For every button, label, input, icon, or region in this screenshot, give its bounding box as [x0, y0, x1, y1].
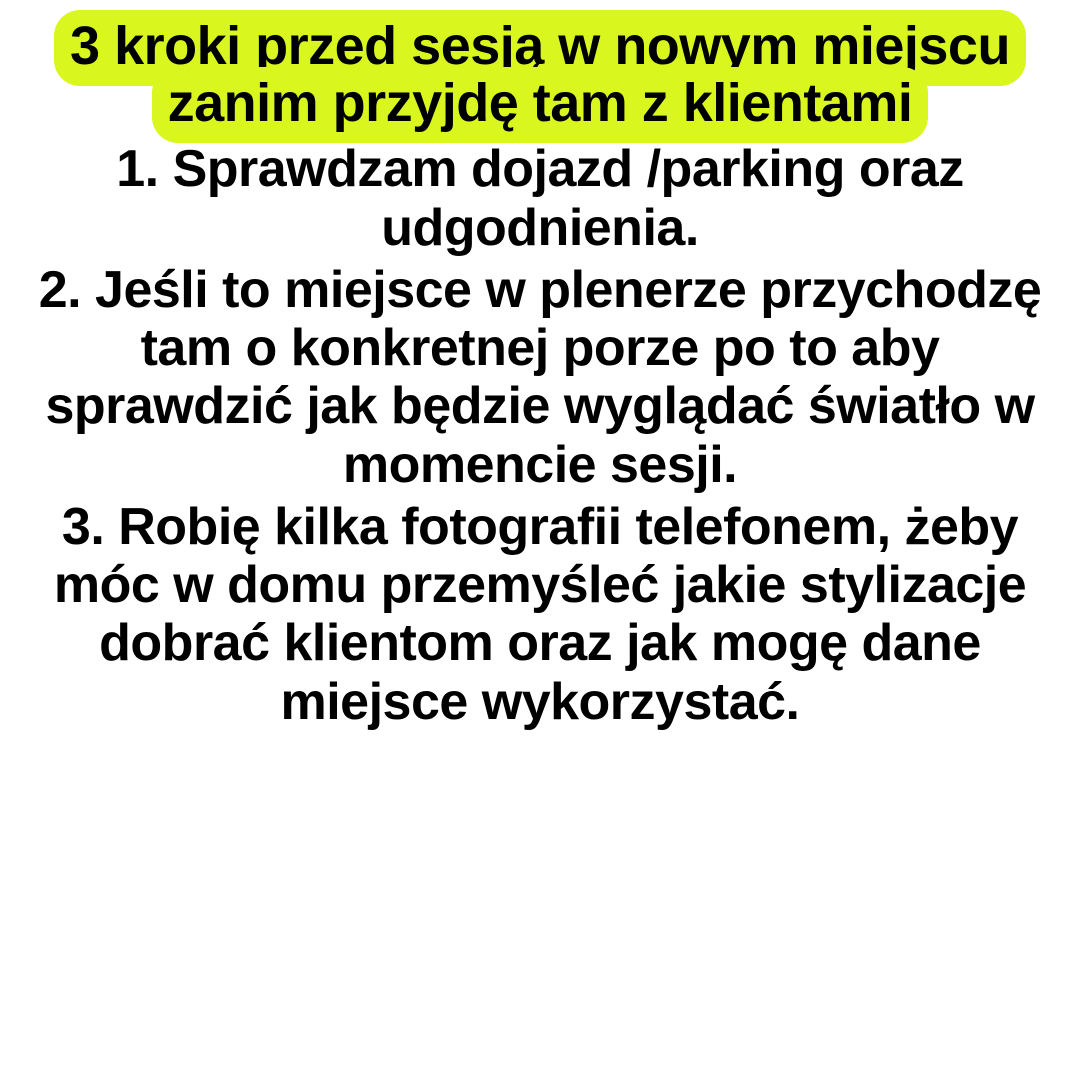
- list-item: 1. Sprawdzam dojazd /parking oraz udgodnienia.: [116, 140, 964, 257]
- list-item: 2. Jeśli to miejsce w plenerze przychodzę tam o konkretnej porze po to aby sprawdzić jak będzie wyglądać światło w momencie sesji.: [38, 260, 1042, 494]
- slide-title-text: 3 kroki przed sesją w nowym miejscu zanim przyjdę tam z klientami: [54, 10, 1026, 143]
- slide-title: [14, 18, 1066, 132]
- list-item: 3. Robię kilka fotografii telefonem, żeby móc w domu przemyśleć jakie stylizacje dobrać klientom oraz jak mogę dane miejsce wykorzystać.: [53, 497, 1027, 731]
- steps-list: [14, 140, 1066, 734]
